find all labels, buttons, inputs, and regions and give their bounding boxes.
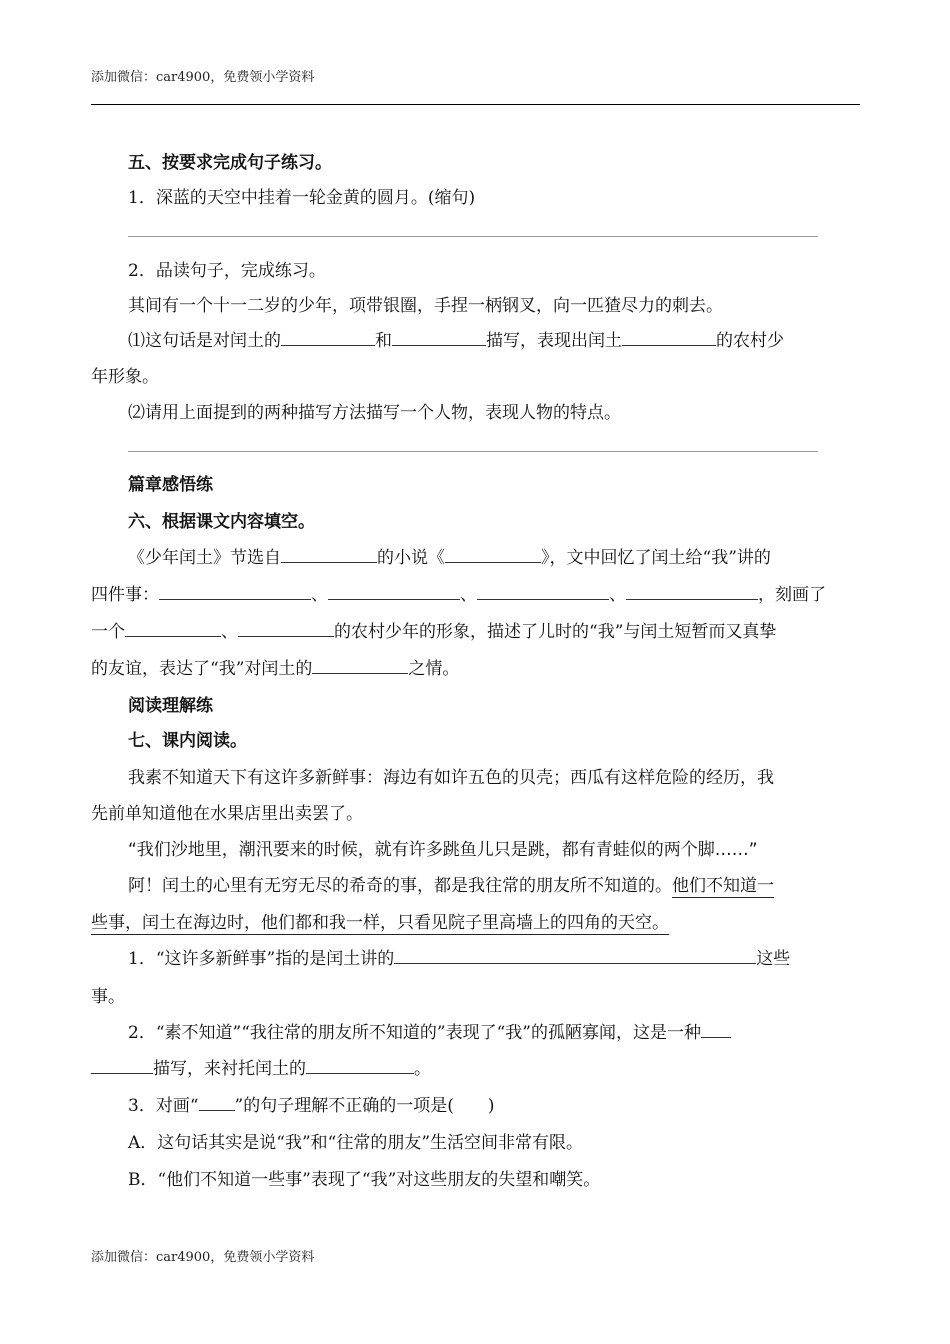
section7-q1-line2: 事。 bbox=[91, 987, 125, 1007]
fill-blank[interactable] bbox=[125, 618, 221, 637]
fill-blank[interactable] bbox=[159, 581, 311, 600]
section6-line1 bbox=[128, 543, 771, 568]
text-segment: 描写，表现出闰土 bbox=[486, 331, 622, 351]
section5-title: 五、按要求完成句子练习。 bbox=[128, 153, 332, 173]
fill-blank[interactable] bbox=[328, 581, 460, 600]
text-segment: 一个 bbox=[91, 622, 125, 642]
option-b[interactable]: B．“他们不知道一些事”表现了“我”对这些朋友的失望和嘲笑。 bbox=[128, 1170, 601, 1190]
text-segment: 》，文中回忆了闰土给“我”讲的 bbox=[541, 548, 771, 568]
text-segment: 的小说《 bbox=[377, 548, 445, 568]
text-segment: 阿！闰土的心里有无穷无尽的希奇的事，都是我往常的朋友所不知道的。 bbox=[128, 876, 672, 896]
fill-blank[interactable] bbox=[312, 655, 408, 674]
text-segment: 1．“这许多新鲜事”指的是闰土讲的 bbox=[128, 949, 395, 969]
fill-blank[interactable] bbox=[394, 945, 756, 964]
underlined-sentence: 些事，闰土在海边时，他们都和我一样，只看见院子里高墙上的四角的天空。 bbox=[91, 913, 669, 933]
text-segment: 。 bbox=[414, 1059, 431, 1079]
header-rule bbox=[91, 104, 860, 105]
text-segment: ⑴这句话是对闰土的 bbox=[128, 331, 281, 351]
section5-sub2: ⑵请用上面提到的两种描写方法描写一个人物，表现人物的特点。 bbox=[128, 403, 621, 423]
section5-sub1-line1 bbox=[128, 326, 784, 351]
fill-blank[interactable] bbox=[281, 327, 375, 346]
page-header: 添加微信：car4900，免费领小学资料 bbox=[91, 70, 315, 85]
fill-blank[interactable] bbox=[477, 581, 609, 600]
section6-line2 bbox=[91, 580, 826, 605]
text-segment: 、 bbox=[221, 622, 238, 642]
text-segment: ，刻画了 bbox=[758, 585, 826, 605]
text-segment: 描写，来衬托闰土的 bbox=[153, 1059, 306, 1079]
fill-blank[interactable] bbox=[281, 544, 377, 563]
section5-q1: 1．深蓝的天空中挂着一轮金黄的圆月。(缩句) bbox=[128, 188, 476, 208]
fill-blank[interactable] bbox=[238, 618, 334, 637]
answer-line[interactable] bbox=[128, 236, 818, 237]
fill-blank[interactable] bbox=[445, 544, 541, 563]
passage-p2: “我们沙地里，潮汛要来的时候，就有许多跳鱼儿只是跳，都有青蛙似的两个脚……” bbox=[128, 840, 758, 860]
fill-blank[interactable] bbox=[306, 1055, 414, 1074]
section7-q3 bbox=[128, 1091, 494, 1116]
text-segment: ”的句子理解不正确的一项是( ) bbox=[234, 1096, 495, 1116]
fill-blank[interactable] bbox=[626, 581, 758, 600]
section6-title: 六、根据课文内容填空。 bbox=[128, 512, 315, 532]
text-segment: 的农村少年的形象，描述了儿时的“我”与闰土短暂而又真挚 bbox=[334, 622, 777, 642]
text-segment: 和 bbox=[375, 331, 392, 351]
section5-quote: 其间有一个十一二岁的少年，项带银圈，手捏一柄钢叉，向一匹猹尽力的刺去。 bbox=[128, 296, 723, 316]
reading-label: 阅读理解练 bbox=[128, 696, 213, 716]
section7-title: 七、课内阅读。 bbox=[128, 731, 247, 751]
fill-blank[interactable] bbox=[701, 1019, 731, 1038]
page-footer: 添加微信：car4900，免费领小学资料 bbox=[91, 1250, 315, 1265]
passage-p1-line1: 我素不知道天下有这许多新鲜事：海边有如许五色的贝壳；西瓜有这样危险的经历，我 bbox=[128, 768, 774, 788]
text-segment: 3．对画“ bbox=[128, 1096, 199, 1116]
fill-blank[interactable] bbox=[392, 327, 486, 346]
text-segment: 之情。 bbox=[408, 659, 460, 679]
fill-blank[interactable] bbox=[622, 327, 716, 346]
text-segment: 的农村少 bbox=[716, 331, 784, 351]
passage-p1-line2: 先前单知道他在水果店里出卖罢了。 bbox=[91, 804, 363, 824]
section5-q2: 2．品读句子，完成练习。 bbox=[128, 261, 326, 281]
section6-line3 bbox=[91, 617, 776, 642]
text-segment: 、 bbox=[460, 585, 477, 605]
passage-p3-line1 bbox=[128, 871, 774, 896]
text-segment: 的友谊，表达了“我”对闰土的 bbox=[91, 659, 313, 679]
section7-q2-line1 bbox=[128, 1018, 731, 1043]
chapter-label: 篇章感悟练 bbox=[128, 475, 213, 495]
answer-line[interactable] bbox=[128, 451, 818, 452]
underline-sample bbox=[199, 1092, 235, 1111]
underlined-sentence: 他们不知道一 bbox=[672, 876, 774, 896]
text-segment: 、 bbox=[609, 585, 626, 605]
fill-blank[interactable] bbox=[91, 1055, 153, 1074]
text-segment: 《少年闰土》节选自 bbox=[128, 548, 281, 568]
passage-p3-line2 bbox=[91, 908, 669, 933]
option-a[interactable]: A．这句话其实是说“我”和“往常的朋友”生活空间非常有限。 bbox=[128, 1133, 584, 1153]
section7-q2-line2 bbox=[91, 1054, 431, 1079]
section7-q1-line1 bbox=[128, 944, 790, 969]
section5-sub1-line2: 年形象。 bbox=[91, 367, 159, 387]
text-segment: 四件事： bbox=[91, 585, 159, 605]
text-segment: 这些 bbox=[756, 949, 791, 969]
section6-line4 bbox=[91, 654, 459, 679]
text-segment: 、 bbox=[311, 585, 328, 605]
text-segment: 2．“素不知道”“我往常的朋友所不知道的”表现了“我”的孤陋寡闻，这是一种 bbox=[128, 1023, 701, 1043]
